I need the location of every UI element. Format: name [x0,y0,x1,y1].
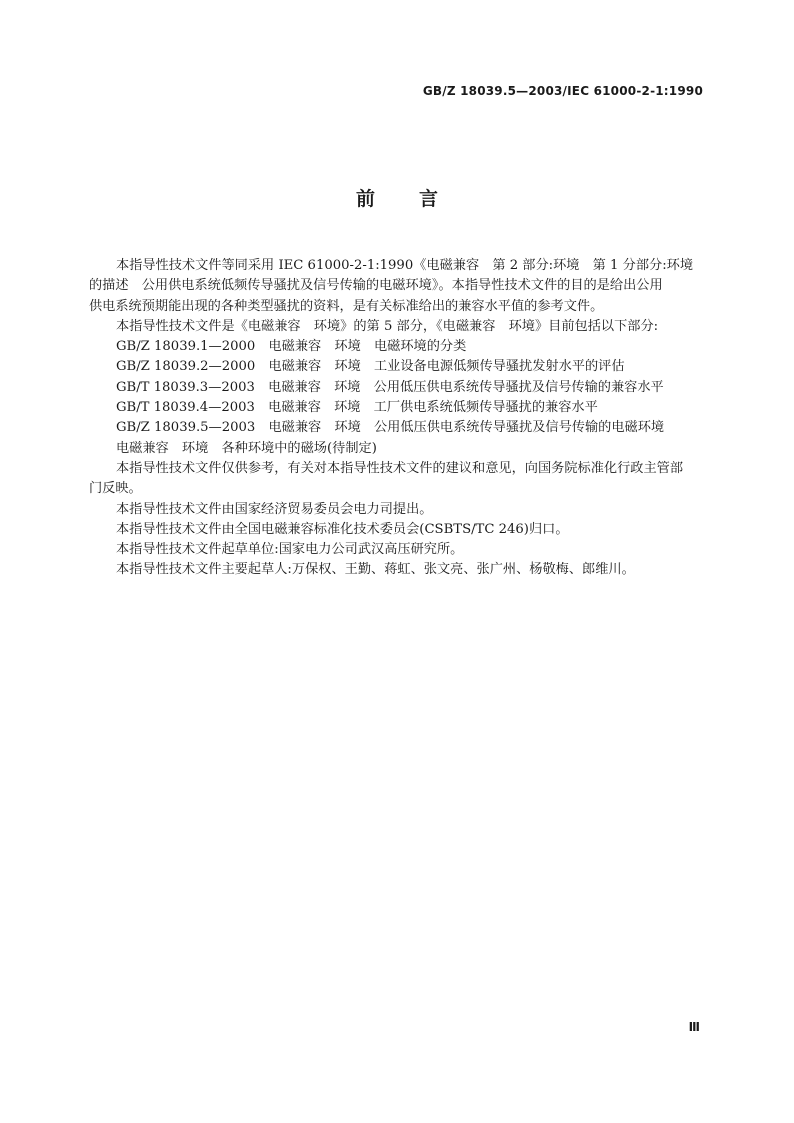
standard-list-item: GB/T 18039.4—2003 电磁兼容 环境 工厂供电系统低频传导骚扰的兼容水平 [116,400,598,416]
paragraph-line: 本指导性技术文件等同采用 IEC 61000-2-1:1990《电磁兼容 第 2 部分:环境 第 1 分部分:环境 [116,258,694,273]
paragraph-line: 本指导性技术文件由全国电磁兼容标准化技术委员会(CSBTS/TC 246)归口。 [116,521,569,537]
paragraph-line: 本指导性技术文件仅供参考，有关对本指导性技术文件的建议和意见，向国务院标准化行政主管部 [116,460,684,476]
standard-list-item: GB/T 18039.3—2003 电磁兼容 环境 公用低压供电系统传导骚扰及信号传输的兼容水平 [116,379,664,395]
foreword-body [89,256,705,581]
standard-list-item: GB/Z 18039.1—2000 电磁兼容 环境 电磁环境的分类 [116,339,467,355]
standard-list-item: GB/Z 18039.5—2003 电磁兼容 环境 公用低压供电系统传导骚扰及信号传输的电磁环境 [116,420,665,436]
paragraph-line: 的描述 公用供电系统低频传导骚扰及信号传输的电磁环境》。本指导性技术文件的目的是给出公用 [89,278,663,294]
page-number: Ⅲ [688,1020,700,1034]
paragraph-line: 本指导性技术文件由国家经济贸易委员会电力司提出。 [116,501,433,517]
paragraph-line: 供电系统预期能出现的各种类型骚扰的资料，是有关标准给出的兼容水平值的参考文件。 [89,298,604,314]
paragraph-line: 本指导性技术文件主要起草人:万保权、王勤、蒋虹、张文亮、张广州、杨敬梅、郎维川。 [116,562,635,578]
document-code: GB/Z 18039.5—2003/IEC 61000-2-1:1990 [422,84,703,98]
paragraph-line: 本指导性技术文件是《电磁兼容 环境》的第 5 部分，《电磁兼容 环境》目前包括以下部分: [116,318,659,334]
page-title: 前言 [355,188,482,210]
paragraph-line: 本指导性技术文件起草单位:国家电力公司武汉高压研究所。 [116,542,464,558]
standard-list-item: 电磁兼容 环境 各种环境中的磁场(待制定) [116,440,377,456]
paragraph-line: 门反映。 [89,481,142,497]
standard-list-item: GB/Z 18039.2—2000 电磁兼容 环境 工业设备电源低频传导骚扰发射水平的评估 [116,359,625,375]
